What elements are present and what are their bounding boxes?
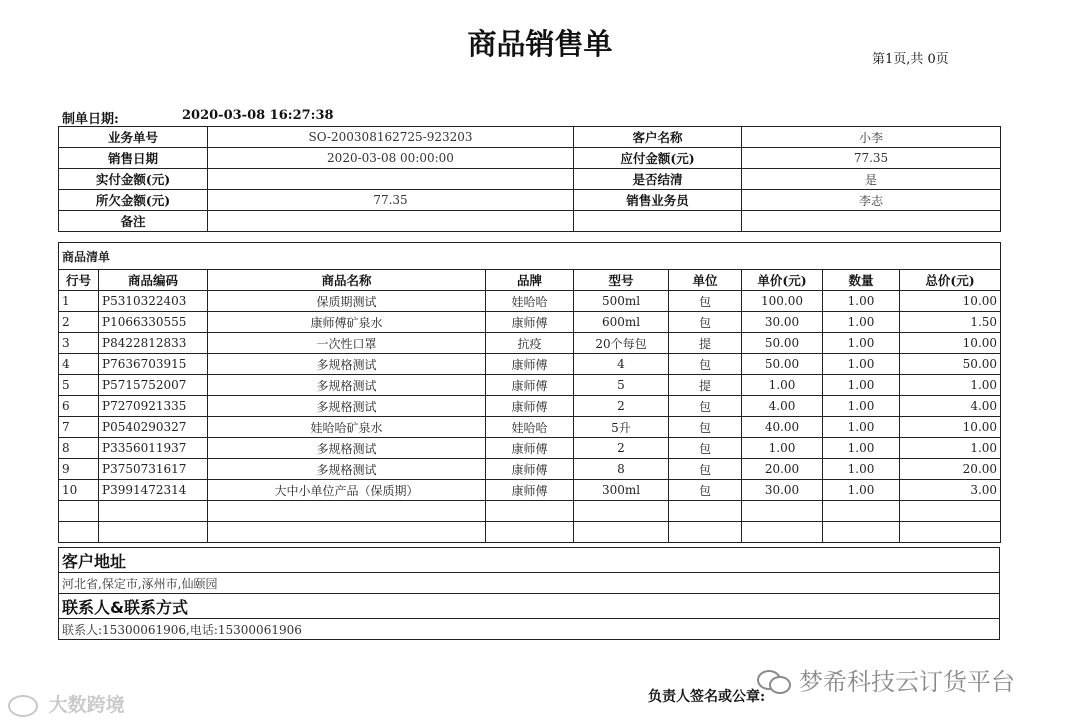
product-name-cell: 保质期测试: [208, 291, 486, 312]
weibo-icon: [8, 695, 38, 717]
table-row: [59, 354, 1001, 375]
info-row: [59, 148, 1001, 169]
unit-price-cell: 50.00: [742, 354, 823, 375]
product-code-cell: P7636703915: [99, 354, 208, 375]
total-price-cell: 1.50: [900, 312, 1001, 333]
paid-label: 实付金额(元): [59, 169, 208, 190]
unit-price-cell: 20.00: [742, 459, 823, 480]
empty-row: [59, 522, 1001, 543]
customer-value: 小李: [742, 127, 1001, 148]
wechat-icon: [755, 666, 793, 694]
unit-cell: 包: [669, 291, 742, 312]
settled-value: 是: [742, 169, 1001, 190]
info-row: [59, 127, 1001, 148]
product-code-cell: P7270921335: [99, 396, 208, 417]
product-name-cell: 康师傅矿泉水: [208, 312, 486, 333]
table-row: [59, 333, 1001, 354]
goods-body: [59, 291, 1001, 501]
row-no-cell: 10: [59, 480, 99, 501]
product-name-cell: 娃哈哈矿泉水: [208, 417, 486, 438]
page-info: 第1页,共 0页: [872, 52, 949, 67]
model-cell: 5: [574, 375, 669, 396]
unit-price-cell: 50.00: [742, 333, 823, 354]
product-code-cell: P3991472314: [99, 480, 208, 501]
payable-value: 77.35: [742, 148, 1001, 169]
brand-cell: 康师傅: [486, 459, 574, 480]
quantity-cell: 1.00: [823, 417, 900, 438]
watermark-right: [755, 662, 1015, 697]
row-no-cell: 3: [59, 333, 99, 354]
quantity-cell: 1.00: [823, 354, 900, 375]
brand-cell: 康师傅: [486, 438, 574, 459]
created-date-value: 2020-03-08 16:27:38: [182, 108, 334, 123]
signature-label: 负责人签名或公章:: [648, 689, 766, 705]
unit-cell: 包: [669, 354, 742, 375]
total-price-cell: 10.00: [900, 333, 1001, 354]
brand-cell: 康师傅: [486, 396, 574, 417]
col-header: 型号: [574, 270, 669, 291]
brand-cell: 康师傅: [486, 480, 574, 501]
order-no-value: SO-200308162725-923203: [208, 127, 574, 148]
quantity-cell: 1.00: [823, 333, 900, 354]
model-cell: 2: [574, 396, 669, 417]
model-cell: 500ml: [574, 291, 669, 312]
settled-label: 是否结清: [574, 169, 742, 190]
total-price-cell: 10.00: [900, 417, 1001, 438]
model-cell: 4: [574, 354, 669, 375]
product-name-cell: 多规格测试: [208, 459, 486, 480]
remark-value: [208, 211, 574, 232]
total-price-cell: 1.00: [900, 375, 1001, 396]
model-cell: 300ml: [574, 480, 669, 501]
watermark-left: [8, 690, 125, 717]
owed-value: 77.35: [208, 190, 574, 211]
total-price-cell: 4.00: [900, 396, 1001, 417]
unit-cell: 包: [669, 312, 742, 333]
created-date: [62, 108, 334, 127]
unit-price-cell: 30.00: [742, 312, 823, 333]
row-no-cell: 7: [59, 417, 99, 438]
sale-date-label: 销售日期: [59, 148, 208, 169]
row-no-cell: 4: [59, 354, 99, 375]
brand-cell: 抗疫: [486, 333, 574, 354]
model-cell: 5升: [574, 417, 669, 438]
product-code-cell: P8422812833: [99, 333, 208, 354]
info-row: [59, 190, 1001, 211]
product-name-cell: 多规格测试: [208, 375, 486, 396]
model-cell: 20个每包: [574, 333, 669, 354]
unit-price-cell: 40.00: [742, 417, 823, 438]
product-code-cell: P3356011937: [99, 438, 208, 459]
table-row: [59, 312, 1001, 333]
product-name-cell: 多规格测试: [208, 438, 486, 459]
brand-cell: 娃哈哈: [486, 417, 574, 438]
unit-price-cell: 30.00: [742, 480, 823, 501]
document-title: 商品销售单: [467, 27, 613, 61]
salesperson-label: 销售业务员: [574, 190, 742, 211]
model-cell: 2: [574, 438, 669, 459]
unit-cell: 包: [669, 480, 742, 501]
unit-cell: 包: [669, 459, 742, 480]
quantity-cell: 1.00: [823, 312, 900, 333]
sale-date-value: 2020-03-08 00:00:00: [208, 148, 574, 169]
brand-cell: 康师傅: [486, 375, 574, 396]
row-no-cell: 9: [59, 459, 99, 480]
unit-price-cell: 1.00: [742, 375, 823, 396]
address-value: 河北省,保定市,涿州市,仙颐园: [59, 573, 1000, 594]
payable-label: 应付金额(元): [574, 148, 742, 169]
model-cell: 600ml: [574, 312, 669, 333]
row-no-cell: 6: [59, 396, 99, 417]
row-no-cell: 5: [59, 375, 99, 396]
contact-title: 联系人&联系方式: [59, 594, 1000, 619]
quantity-cell: 1.00: [823, 459, 900, 480]
empty-row: [59, 501, 1001, 522]
order-info-table: [58, 126, 1001, 232]
product-name-cell: 多规格测试: [208, 354, 486, 375]
product-code-cell: P0540290327: [99, 417, 208, 438]
table-row: [59, 480, 1001, 501]
col-header: 行号: [59, 270, 99, 291]
quantity-cell: 1.00: [823, 396, 900, 417]
product-name-cell: 大中小单位产品（保质期）: [208, 480, 486, 501]
customer-label: 客户名称: [574, 127, 742, 148]
col-header: 单价(元): [742, 270, 823, 291]
quantity-cell: 1.00: [823, 438, 900, 459]
remark-extra-1: [574, 211, 742, 232]
product-code-cell: P1066330555: [99, 312, 208, 333]
product-name-cell: 一次性口罩: [208, 333, 486, 354]
quantity-cell: 1.00: [823, 291, 900, 312]
col-header: 总价(元): [900, 270, 1001, 291]
col-header: 品牌: [486, 270, 574, 291]
table-row: [59, 396, 1001, 417]
watermark-left-text: 大数跨境: [48, 694, 125, 716]
col-header: 商品编码: [99, 270, 208, 291]
quantity-cell: 1.00: [823, 480, 900, 501]
unit-cell: 包: [669, 438, 742, 459]
remark-extra-2: [742, 211, 1001, 232]
total-price-cell: 10.00: [900, 291, 1001, 312]
unit-cell: 包: [669, 396, 742, 417]
table-row: [59, 375, 1001, 396]
col-header: 单位: [669, 270, 742, 291]
info-row: [59, 211, 1001, 232]
product-name-cell: 多规格测试: [208, 396, 486, 417]
unit-cell: 包: [669, 417, 742, 438]
goods-header-row: [59, 270, 1001, 291]
model-cell: 8: [574, 459, 669, 480]
unit-cell: 提: [669, 375, 742, 396]
brand-cell: 娃哈哈: [486, 291, 574, 312]
order-no-label: 业务单号: [59, 127, 208, 148]
brand-cell: 康师傅: [486, 354, 574, 375]
product-code-cell: P5310322403: [99, 291, 208, 312]
col-header: 数量: [823, 270, 900, 291]
row-no-cell: 8: [59, 438, 99, 459]
unit-price-cell: 100.00: [742, 291, 823, 312]
goods-title-row: [59, 243, 1001, 270]
brand-cell: 康师傅: [486, 312, 574, 333]
table-row: [59, 417, 1001, 438]
goods-section-title: 商品清单: [59, 243, 1001, 270]
salesperson-value: 李志: [742, 190, 1001, 211]
row-no-cell: 2: [59, 312, 99, 333]
address-title: 客户地址: [59, 548, 1000, 573]
product-code-cell: P3750731617: [99, 459, 208, 480]
contact-value: 联系人:15300061906,电话:15300061906: [59, 619, 1000, 640]
table-row: [59, 438, 1001, 459]
row-no-cell: 1: [59, 291, 99, 312]
info-row: [59, 169, 1001, 190]
goods-table: [58, 242, 1001, 543]
unit-price-cell: 4.00: [742, 396, 823, 417]
customer-contact-table: [58, 547, 1000, 640]
total-price-cell: 50.00: [900, 354, 1001, 375]
remark-label: 备注: [59, 211, 208, 232]
total-price-cell: 20.00: [900, 459, 1001, 480]
total-price-cell: 1.00: [900, 438, 1001, 459]
col-header: 商品名称: [208, 270, 486, 291]
quantity-cell: 1.00: [823, 375, 900, 396]
table-row: [59, 291, 1001, 312]
unit-cell: 提: [669, 333, 742, 354]
paid-value: [208, 169, 574, 190]
unit-price-cell: 1.00: [742, 438, 823, 459]
product-code-cell: P5715752007: [99, 375, 208, 396]
created-date-label: 制单日期:: [62, 112, 119, 127]
total-price-cell: 3.00: [900, 480, 1001, 501]
watermark-right-text: 梦希科技云订货平台: [799, 668, 1015, 696]
owed-label: 所欠金额(元): [59, 190, 208, 211]
table-row: [59, 459, 1001, 480]
